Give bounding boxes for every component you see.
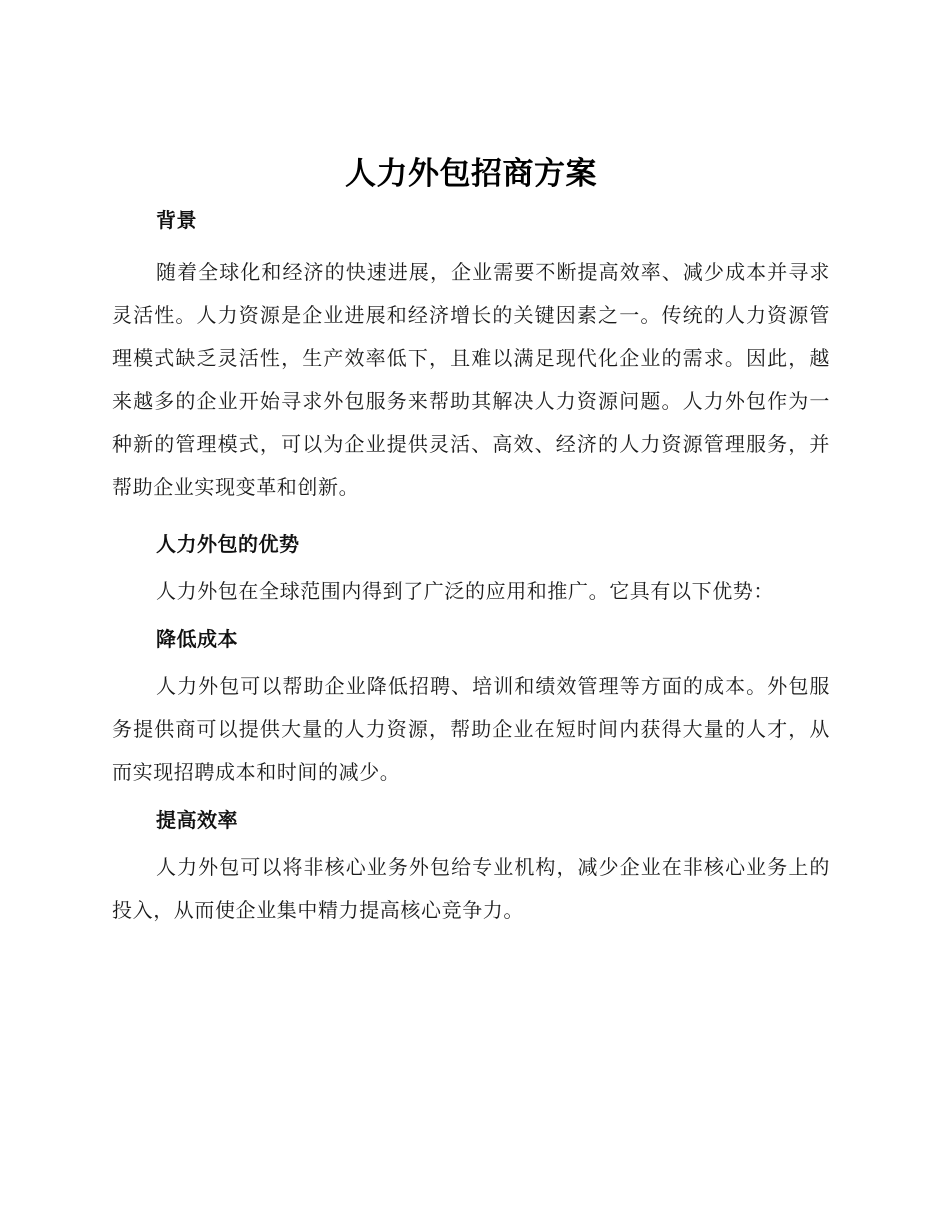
- document-page: [112, 150, 830, 932]
- paragraph-reduce-cost: 人力外包可以帮助企业降低招聘、培训和绩效管理等方面的成本。外包服务提供商可以提供大量的人力资源，帮助企业在短时间内获得大量的人才，从而实现招聘成本和时间的减少。: [112, 674, 830, 784]
- paragraph-advantages: 人力外包在全球范围内得到了广泛的应用和推广。它具有以下优势：: [156, 579, 774, 603]
- paragraph-background: 随着全球化和经济的快速进展，企业需要不断提高效率、减少成本并寻求灵活性。人力资源是企业进展和经济增长的关键因素之一。传统的人力资源管理模式缺乏灵活性，生产效率低下，且难以满足现代化企业的需求。因此，越来越多的企业开始寻求外包服务来帮助其解决人力资源问题。人力外包作为一种新的管理模式，可以为企业提供灵活、高效、经济的人力资源管理服务，并帮助企业实现变革和创新。: [112, 260, 830, 499]
- paragraph-improve-efficiency: 人力外包可以将非核心业务外包给专业机构，减少企业在非核心业务上的投入，从而使企业集中精力提高核心竞争力。: [112, 855, 830, 922]
- section-heading-background: 背景: [156, 208, 197, 232]
- section-heading-improve-efficiency: 提高效率: [156, 808, 238, 832]
- section-heading-advantages: 人力外包的优势: [156, 532, 300, 556]
- document-title: 人力外包招商方案: [345, 156, 597, 192]
- section-heading-reduce-cost: 降低成本: [156, 627, 238, 651]
